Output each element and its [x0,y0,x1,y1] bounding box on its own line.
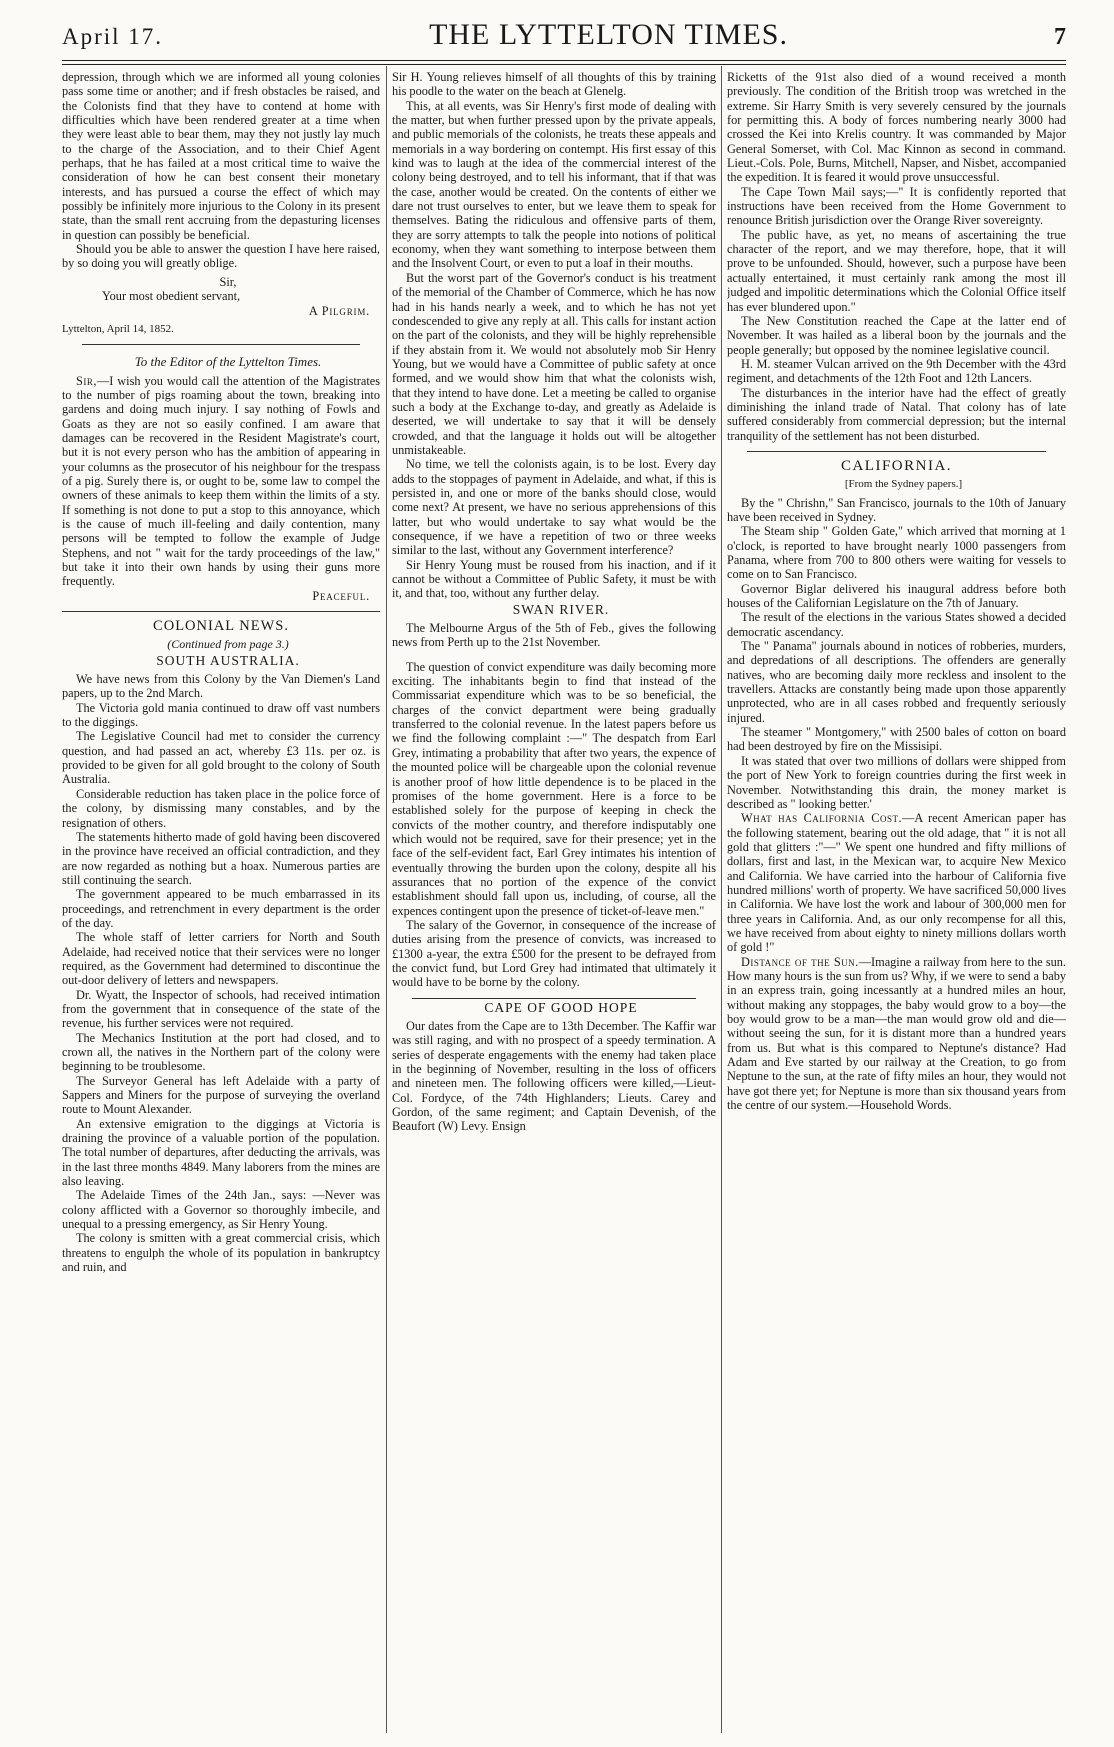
article-heading: CAPE OF GOOD HOPE [484,999,638,1015]
article-paragraph: The whole staff of letter carriers for North and South Adelaide, had received notice that their services were no longer required, as the Government had determined to discontinue the out-door delivery of letters and newspapers. [62,930,380,988]
letter-closing: Your most obedient servant, [102,289,241,304]
letter-paragraph: Should you be able to answer the question I have here raised, by so doing you will greatly oblige. [62,242,380,271]
masthead [62,18,1066,58]
column-3 [727,70,1066,1735]
masthead-rule [62,64,1066,65]
article-paragraph: The Surveyor General has left Adelaide with a party of Sappers and Miners for the purpose of surveying the overland route to Mount Alexander. [62,1073,380,1117]
column-divider [386,66,387,1733]
letter-body: —I wish you would call the attention of the Magistrates to the number of pigs roaming about the town, breaking into gardens and doing much injury. I say nothing of Fowls and Goats as they are not so easily confined. I am aware that damages can be recovered in the Resident Magistrate's court, but it is not every person who has the ambition of appearing in your columns as the prosecutor of his neighbour for the trespass of a pig. Surely there is, or ought to be, some law to compel the owners of these animals to keep them within the limits of a sty. If something is not done to put a stop to this annoyance, which is the cause of much ill-feeling and daily contention, many persons will be tempted to follow the example of Judge Stephens, and not " wait for the tardy proceedings of the law," but take it into their own hands by using their guns more frequently. [62,373,380,589]
column-2 [392,70,716,1735]
masthead-rule [62,60,1066,61]
article-paragraph: Ricketts of the 91st also died of a wound received a month previously. The condition of the British troop was wretched in the extreme. Sir Harry Smith is very severely censured by the journals for permitting this. A body of forces numbering nearly 3000 had crossed the Kei into Krelis country. It was commanded by Major General Somerset, with Col. Mac Kinnon as second in command. Lieut.-Cols. Pole, Burns, Mitchell, Napser, and Nisbet, accompanied the expedition. It is feared it would prove unsuccessful. [727,70,1066,185]
article-heading: SWAN RIVER. [512,601,610,617]
article-paragraph: The New Constitution reached the Cape at the latter end of November. It was hailed as a liberal boon by the journals and the people generally; but opposed by the nominee legislative council. [727,313,1066,357]
article-paragraph: The Mechanics Institution at the port had closed, and to crown all, the natives in the Northern part of the colony were beginning to be troublesome. [62,1030,380,1074]
article-paragraph [727,811,1066,954]
letter-paragraph [62,374,380,589]
letter-salutation: Sir, [219,274,237,289]
article-heading: SOUTH AUSTRALIA. [156,652,300,668]
article-paragraph: It was stated that over two millions of dollars were shipped from the port of New York to foreign countries during the first week in November. Notwithstanding this drain, the money market is described as " looking better.' [727,753,1066,811]
article-paragraph: Governor Biglar delivered his inaugural address before both houses of the Californian Legislature on the 7th of January. [727,581,1066,611]
article-paragraph: The disturbances in the interior have had the effect of greatly diminishing the inland trade of Natal. That colony has of late suffered considerably from commercial depression; but the internal tranquility of the settlement has not been disturbed. [727,385,1066,443]
article-paragraph: Sir H. Young relieves himself of all thoughts of this by training his poodle to the water on the beach at Glenelg. [392,70,716,99]
letter-signature: Peaceful. [312,588,370,603]
article-paragraph: Our dates from the Cape are to 13th December. The Kaffir war was still raging, and with no prospect of a speedy termination. A series of desperate engagements with the enemy had taken place in the beginning of November, resulting in the loss of officers and nineteen men. The following officers were killed,—Lieut-Col. Fordyce, of the 74th Highlanders; Lieuts. Carey and Gordon, of the same regiment; and Captain Devenish, of the Beaufort (W) Levy. Ensign [392,1019,716,1134]
separator-rule [747,451,1046,452]
article-paragraph: By the " Chrishn," San Francisco, journals to the 10th of January have been received in Sydney. [727,495,1066,524]
article-paragraph: Considerable reduction has taken place in the police force of the colony, by dismissing many constables, and by the resignation of others. [62,786,380,830]
article-paragraph: The question of convict expenditure was daily becoming more exciting. The inhabitants begin to find that instead of the Commissariat expenditure which was to be so beneficial, the charges of the convict department were being gradually transferred to the colonial revenue. In the latest papers before us we find the following complaint :—" The despatch from Earl Grey, intimating a probability that after two years, the expence of the mounted police will be chargeable upon the colonial revenue is another proof of how little dependence is to be placed in the promises of the home government. Here is a force to be established solely for the purpose of keeping in check the convicts of the mother country, and therefore indisputably one which would not be required, save for their presence; yet in the face of the self-evident fact, Earl Grey intimates his intention of eventually throwing the burden upon the colony, despite all his assurances that no portion of the expence of the convict establishment should fall upon us, including, of course, all the expences contingent upon the presence of ticket-of-leave men." [392,659,716,918]
newspaper-title: THE LYTTELTON TIMES. [429,18,788,51]
article-paragraph: The statements hitherto made of gold having been discovered in the province have received an official contradiction, and they are now regarded as nothing but a hoax. Numerous parties are still continuing the search. [62,829,380,887]
separator-rule [412,998,696,999]
article-paragraph: This, at all events, was Sir Henry's first mode of dealing with the matter, but when further pressed upon by the private appeals, and public memorials of the colonists, he treats these appeals and memorials in a way bordering on contempt. His first essay of this kind was to laugh at the idea of the commercial interest of the colony being destroyed, and to tell his informant, that if that was the case, another would be created. On the contents of either we dare not trust ourselves to enter, but we leave them to speak for themselves. Bating the ridiculous and offensive parts of them, they are sorry attempts to talk the people into notions of political economy, when they want something to interpose between them and the Insolvent Court, or even to put a loaf in their mouths. [392,98,716,271]
issue-date: April 17. [62,24,164,49]
paragraph-body: —A recent American paper has the following statement, bearing out the old adage, that " it is not all gold that glitters :"—" We spent one hundred and fifty millions of dollars, first and last, in the Mexican war, to acquire New Mexico and California. We have carried into the harbour of California five hundred millions' worth of property. We have sacrificed 50,000 lives in California. We have lost the work and labour of 300,000 men for three years in California. And, as our only recompense for all this, we have received from about eighty to ninety millions dollars worth of gold !" [727,811,1066,955]
paragraph-body: —Imagine a railway from here to the sun. How many hours is the sun from us? Why, if we were to send a baby in an express train, going incessantly at a hundred miles an hour, without making any stoppages, the baby would grow to a boy—the boy would grow to be a man—the man would grow old and die—without seeing the sun, for it is distant more than a hundred years from us. But what is this compared to Neptune's distance? Had Adam and Eve started by our railway at the Creation, to go from Neptune to the sun, at the rate of fifty miles an hour, they would not have got there yet; for Neptune is more than six thousand years from the centre of our system.—Household Words. [727,954,1066,1113]
section-heading: COLONIAL NEWS. [153,618,289,635]
letter-heading: To the Editor of the Lyttelton Times. [134,354,322,370]
article-paragraph: The Victoria gold mania continued to draw off vast numbers to the diggings. [62,700,380,730]
article-paragraph: The salary of the Governor, in consequence of the increase of duties arising from the presence of convicts, was increased to £1300 a-year, the extra £500 for the present to be defrayed from the convict fund, but Lord Grey had intimated that ultimately it would have to be borne by the colony. [392,917,716,990]
paragraph-lead: Distance of the Sun. [741,954,859,969]
article-paragraph: We have news from this Colony by the Van Diemen's Land papers, up to the 2nd March. [62,672,380,701]
article-paragraph: No time, we tell the colonists again, is to be lost. Every day adds to the stoppages of payment in Adelaide, and what, if this is persisted in, and one or more of the banks should close, would come next? At present, we have no serious apprehensions of this latter, but who would undertake to say what would be the consequence, if we have a repetition of two or three weeks similar to the last, without any Government interference? [392,457,716,558]
article-paragraph: Dr. Wyatt, the Inspector of schools, had received intimation from the government that in consequence of the state of the revenue, his further services were not required. [62,987,380,1031]
article-paragraph: The government appeared to be much embarrassed in its proceedings, and retrenchment in every department is the order of the day. [62,887,380,930]
article-paragraph: The colony is smitten with a great commercial crisis, which threatens to engulph the whole of its population in bankruptcy and ruin, and [62,1231,380,1275]
spacer [392,650,716,660]
letter-paragraph: depression, through which we are informed all young colonies pass some time or another; and if fresh obstacles be raised, and the Colonists find that they have to contend at home with difficulties which have been rendered greater at a time when they were least able to bear them, may they not justly lay much to the charge of the Association, and to their Chief Agent perhaps, that he has failed at a most critical time to waive the consideration of how he can best consent their monetary interests, and has pursued a course the effect of which may possibly be infinitely more injurious to the Colony in its present state, than the small rent accruing from the depasturing licenses in question can possibly be beneficial. [62,70,380,242]
article-paragraph: The Legislative Council had met to consider the currency question, and had passed an act, whereby £3 11s. per oz. is provided to be given for all gold brought to the colony of South Australia. [62,729,380,787]
letter-signature: A Pilgrim. [308,303,370,318]
page-number: 7 [1053,24,1066,50]
letter-dateline: Lyttelton, April 14, 1852. [62,322,174,335]
separator-rule [62,611,380,612]
article-paragraph: H. M. steamer Vulcan arrived on the 9th December with the 43rd regiment, and detachments of the 12th Foot and 12th Lancers. [727,356,1066,386]
article-paragraph: The Adelaide Times of the 24th Jan., says: —Never was colony afflicted with a Governor so thoroughly imbecile, and unequal to a pressing emergency, as Sir Henry Young. [62,1188,380,1232]
paragraph-lead: What has California Cost. [741,811,903,826]
article-heading: CALIFORNIA. [840,457,953,474]
column-1 [62,70,380,1735]
article-paragraph: The Cape Town Mail says;—" It is confidently reported that instructions have been received from the Home Government to renounce British jurisdiction over the Orange River sovereignty. [727,184,1066,228]
article-paragraph: Sir Henry Young must be roused from his inaction, and if it cannot be without a Committee of Public Safety, it must be with it, and that, too, without any further delay. [392,557,716,601]
article-paragraph: The result of the elections in the various States showed a decided democratic ascendancy. [727,610,1066,639]
article-paragraph [727,955,1066,1113]
source-note: [From the Sydney papers.] [844,478,963,491]
letter-salutation: Sir, [76,373,97,388]
article-paragraph: But the worst part of the Governor's conduct is his treatment of the memorial of the Chamber of Commerce, which he has now had in his hands nearly a week, and to which he has not yet condescended to give any reply at all. This calls for instant action on the part of the colonists, and they will be highly reprehensible if they abstain from it. We would not absolutely mob Sir Henry Young, but we would have a Committee of public safety at once formed, and we would show him that what the colonists wish, that they intend to have done. Let a meeting be called to organise such a body at the Exchange to-day, and greatly as Adelaide is deserted, we will undertake to say that it will be densely crowded, and that the language it holds out will be altogether unmistakeable. [392,270,716,457]
article-paragraph: The Steam ship " Golden Gate," which arrived that morning at 1 o'clock, is reported to have brought nearly 1000 passengers from Panama, where from 700 to 800 others were waiting for vessels to come on to San Francisco. [727,524,1066,582]
article-paragraph: The Melbourne Argus of the 5th of Feb., gives the following news from Perth up to the 21st November. [392,621,716,650]
article-paragraph: The " Panama" journals abound in notices of robberies, murders, and depredations of all descriptions. The offenders are generally natives, who are becoming daily more reckless and insolent to the travellers. Attacks are constantly being made upon those apparently unprotected, who are in all cases robbed and frequently seriously injured. [727,639,1066,725]
article-paragraph: An extensive emigration to the diggings at Victoria is draining the province of a valuable portion of the population. The total number of departures, after deducting the arrivals, was in the last three months 4849. Many laborers from the mines are also leaving. [62,1116,380,1189]
article-paragraph: The steamer " Montgomery," with 2500 bales of cotton on board had been destroyed by fire on the Missisipi. [727,725,1066,754]
article-paragraph: The public have, as yet, no means of ascertaining the true character of the report, and we may therefore, hope, that it will prove to be unfounded. Should, however, such a purpose have been actually entertained, it must certainly rank among the most ill judged and impolitic determinations which the Colonial Office itself has ever blundered upon." [727,227,1066,314]
column-divider [721,66,722,1733]
separator-rule [82,344,360,345]
continued-note: (Continued from page 3.) [167,637,289,652]
